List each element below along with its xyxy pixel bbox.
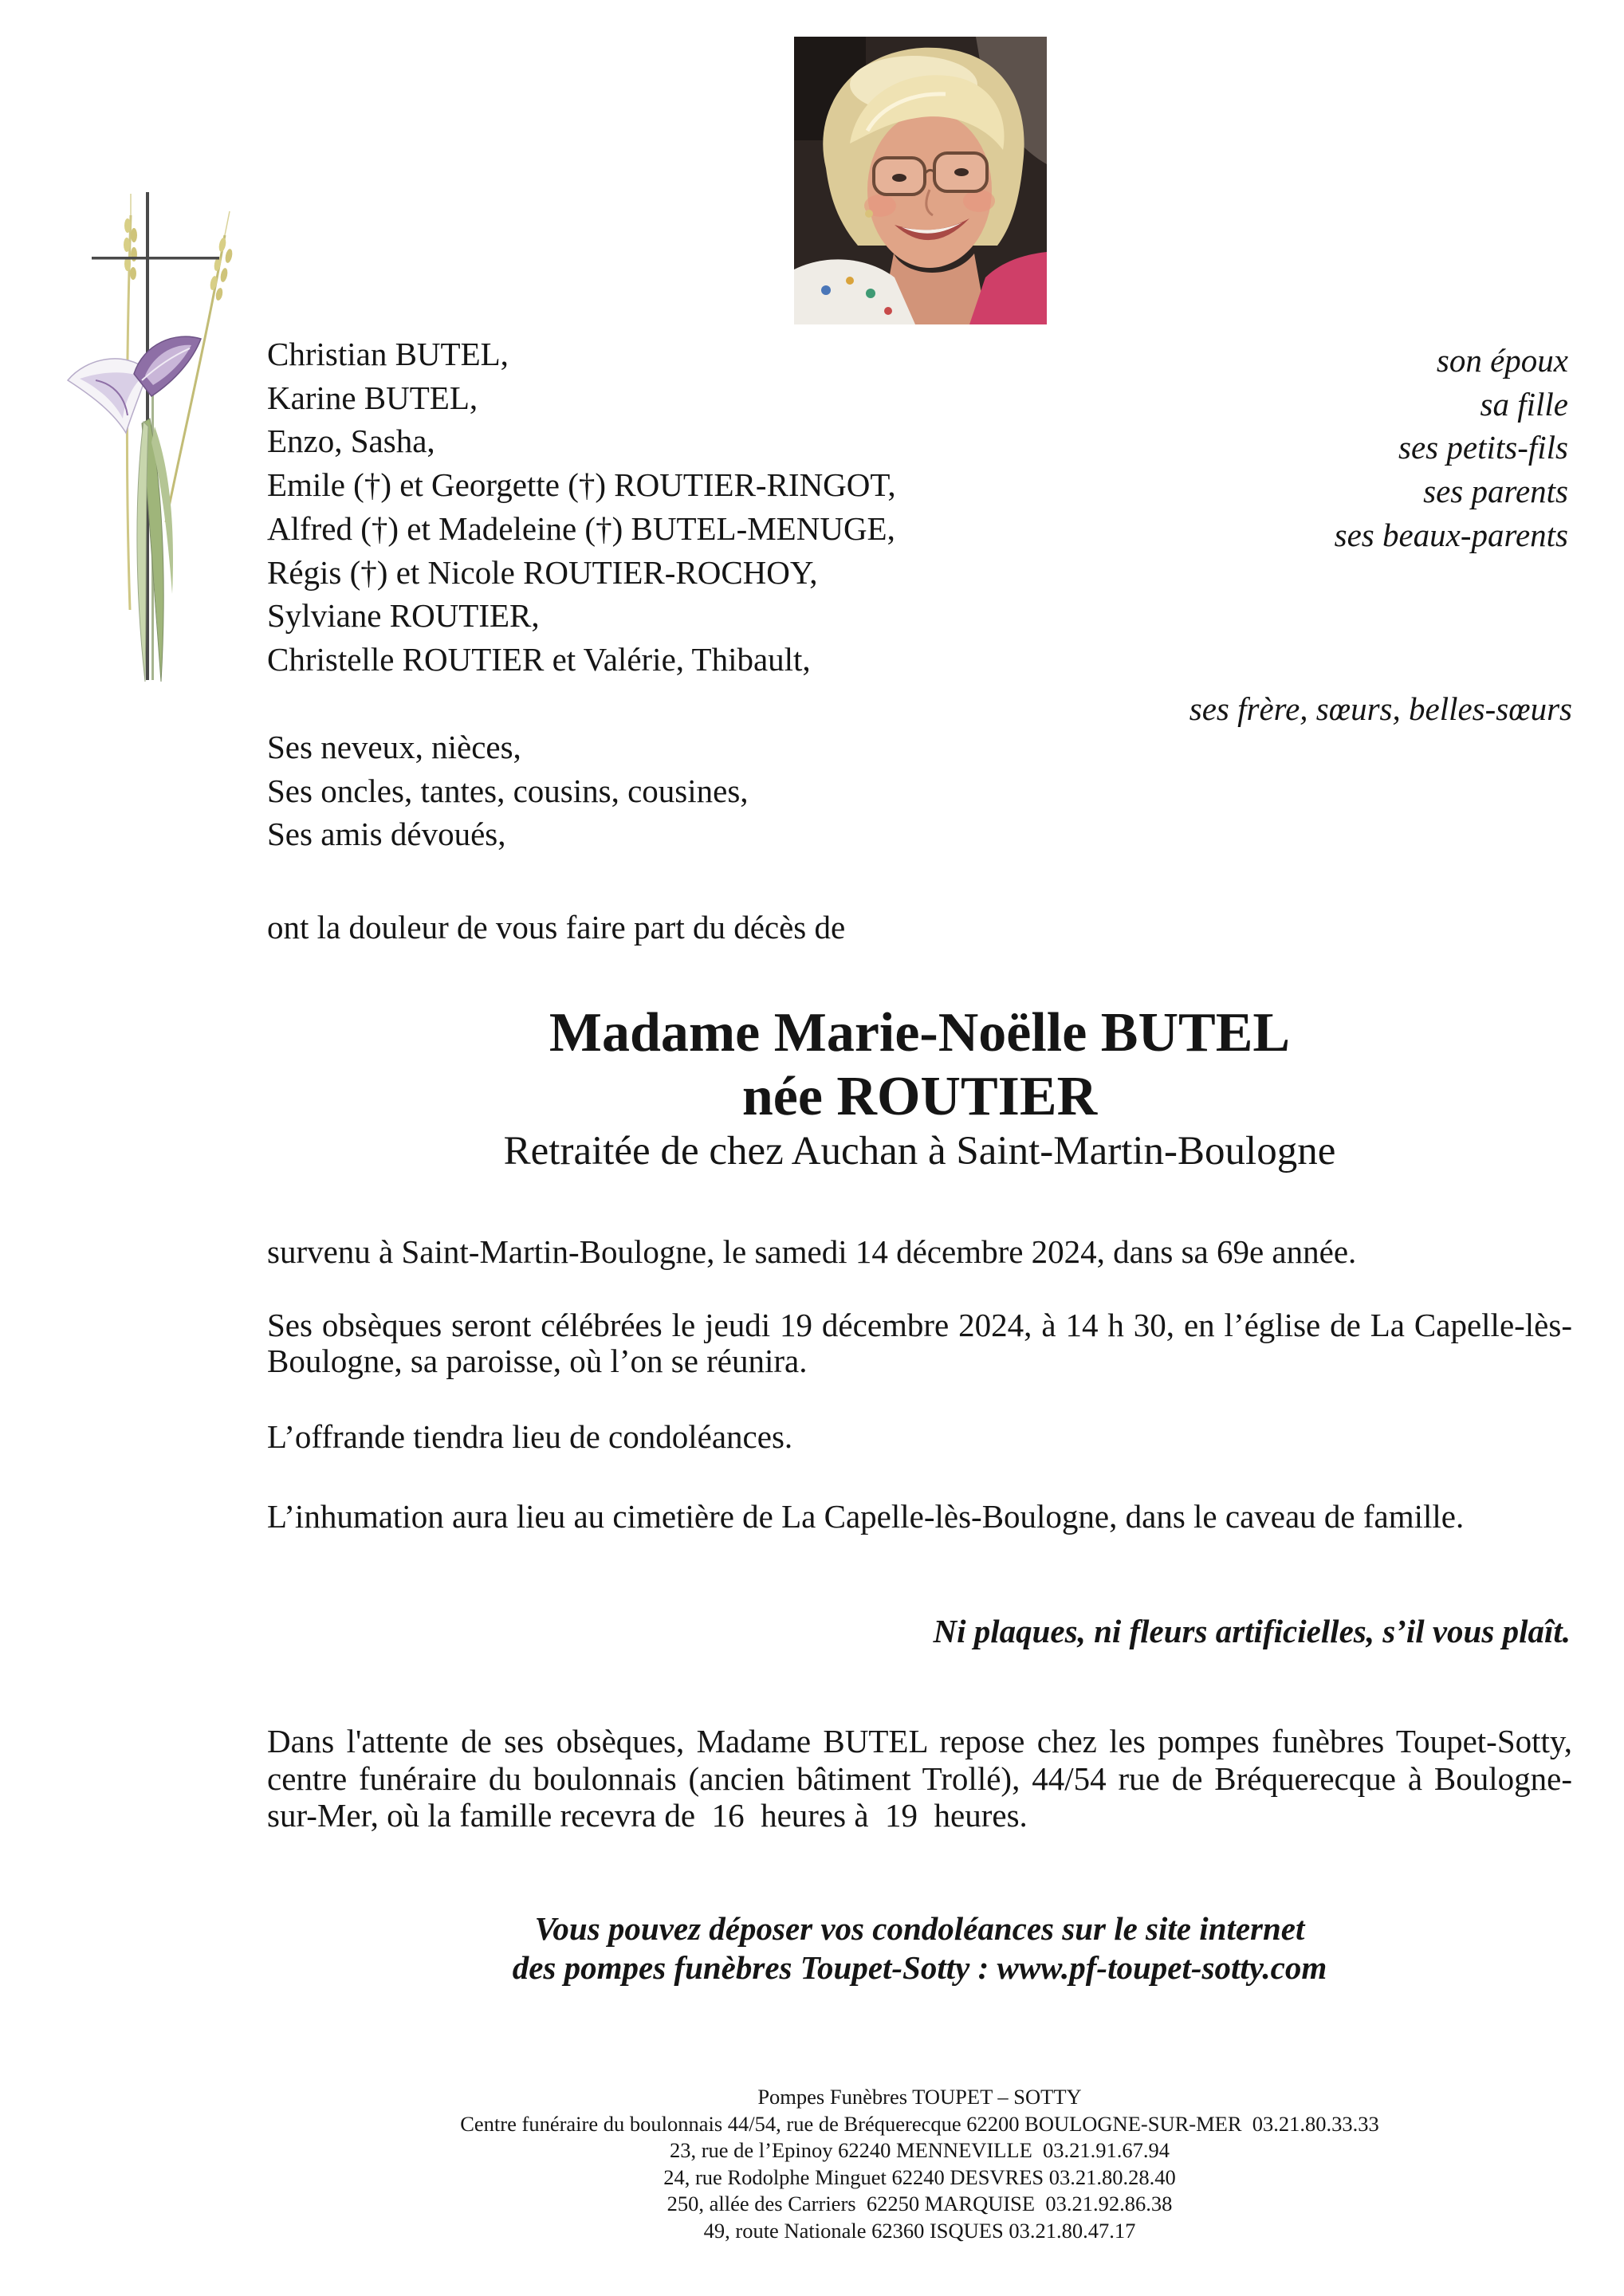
extended-family-line: Ses amis dévoués,: [267, 816, 506, 852]
extended-family-line: Ses neveux, nièces,: [267, 729, 521, 765]
burial-notice: [267, 1495, 1464, 1539]
visitation-line: Dans l'attente de ses obsèques, Madame BUTEL repose chez les pompes funèbres Toupet-Sotty,: [267, 1723, 1572, 1759]
relation-label: ses parents: [1423, 473, 1568, 510]
cross-lily-ornament: [48, 179, 247, 690]
death-notice-line: survenu à Saint-Martin-Boulogne, le samedi 14 décembre 2024, dans sa 69e année.: [267, 1233, 1357, 1270]
family-name-line: Enzo, Sasha,: [267, 423, 435, 460]
family-name-line: Karine BUTEL,: [267, 379, 478, 416]
funeral-paragraph: [267, 1307, 1572, 1378]
funeral-home-address: 250, allée des Carriers 62250 MARQUISE 03.21.92.86.38: [667, 2192, 1173, 2216]
no-flowers-request: [933, 1610, 1571, 1653]
condolences-line: Vous pouvez déposer vos condoléances sur le site internet: [534, 1910, 1305, 1947]
funeral-home-address: 23, rue de l’Epinoy 62240 MENNEVILLE 03.21.91.67.94: [669, 2138, 1170, 2163]
family-name-line: Christelle ROUTIER et Valérie, Thibault,: [267, 640, 811, 678]
funeral-home-address: 49, route Nationale 62360 ISQUES 03.21.80.47.17: [703, 2218, 1136, 2243]
occupation-line: Retraitée de chez Auchan à Saint-Martin-Boulogne: [503, 1129, 1336, 1174]
purple-calla-lily: [134, 336, 201, 396]
family-relations-list: [1335, 339, 1568, 557]
death-notice: [267, 1230, 1356, 1274]
deceased-name: Madame Marie-Noëlle BUTEL: [549, 1002, 1291, 1063]
deceased-heading: [267, 1001, 1572, 1129]
family-name-line: Alfred (†) et Madeleine (†) BUTEL-MENUGE,: [267, 509, 895, 547]
family-name-line: Sylviane ROUTIER,: [267, 597, 540, 635]
deceased-occupation: [267, 1127, 1572, 1175]
offering-line: L’offrande tiendra lieu de condoléances.: [267, 1418, 793, 1455]
relation-label: son époux: [1436, 342, 1568, 379]
funeral-home-name: Pompes Funèbres TOUPET – SOTTY: [757, 2085, 1082, 2109]
funeral-line: Ses obsèques seront célébrées le jeudi 19 décembre 2024, à 14 h 30, en l’église de La Capelle-lès-: [267, 1307, 1572, 1343]
funeral-home-address: 24, rue Rodolphe Minguet 62240 DESVRES 03.21.80.28.40: [663, 2164, 1176, 2189]
funeral-line: Boulogne, sa paroisse, où l’on se réunira.: [267, 1342, 808, 1379]
family-name-line: Régis (†) et Nicole ROUTIER-ROCHOY,: [267, 553, 818, 591]
condolences-notice: [267, 1909, 1572, 1987]
family-name-line: Christian BUTEL,: [267, 336, 509, 372]
portrait-photo: [794, 37, 1047, 324]
portrait-image: [794, 37, 1047, 324]
condolences-line: des pompes funèbres Toupet-Sotty : www.pf-toupet-sotty.com: [512, 1949, 1327, 1986]
extended-family-list: [267, 725, 749, 856]
burial-line: L’inhumation aura lieu au cimetière de La Capelle-lès-Boulogne, dans le caveau de famille.: [267, 1498, 1465, 1535]
relation-label: sa fille: [1480, 385, 1568, 423]
lily-leaves: [137, 419, 173, 682]
relation-label: ses petits-fils: [1398, 429, 1568, 466]
relation-label: ses beaux-parents: [1334, 516, 1568, 553]
extended-family-line: Ses oncles, tantes, cousins, cousines,: [267, 772, 749, 809]
funeral-home-footer: [267, 2084, 1572, 2245]
funeral-home-address: Centre funéraire du boulonnais 44/54, rue de Bréquerecque 62200 BOULOGNE-SUR-MER 03.21.80.33.33: [460, 2111, 1379, 2136]
announcement-text: [267, 906, 845, 949]
visitation-line: sur-Mer, où la famille recevra de 16 heures à 19 heures.: [267, 1797, 1028, 1834]
visitation-line: centre funéraire du boulonnais (ancien bâtiment Trollé), 44/54 rue de Bréquerecque à Boulogne-: [267, 1759, 1572, 1797]
family-name-line: Emile (†) et Georgette (†) ROUTIER-RINGOT,: [267, 466, 896, 504]
siblings-relation-label: [1189, 687, 1572, 731]
request-line: Ni plaques, ni fleurs artificielles, s’il vous plaît.: [933, 1613, 1571, 1649]
family-names-list: [267, 332, 896, 682]
announcement-line: ont la douleur de vous faire part du décès de: [267, 909, 846, 946]
cross-icon: [48, 179, 247, 690]
relation-label: ses frère, sœurs, belles-sœurs: [1189, 690, 1572, 727]
deceased-maiden-name: née ROUTIER: [741, 1066, 1098, 1127]
offering-notice: [267, 1415, 792, 1459]
visitation-paragraph: [267, 1723, 1572, 1834]
